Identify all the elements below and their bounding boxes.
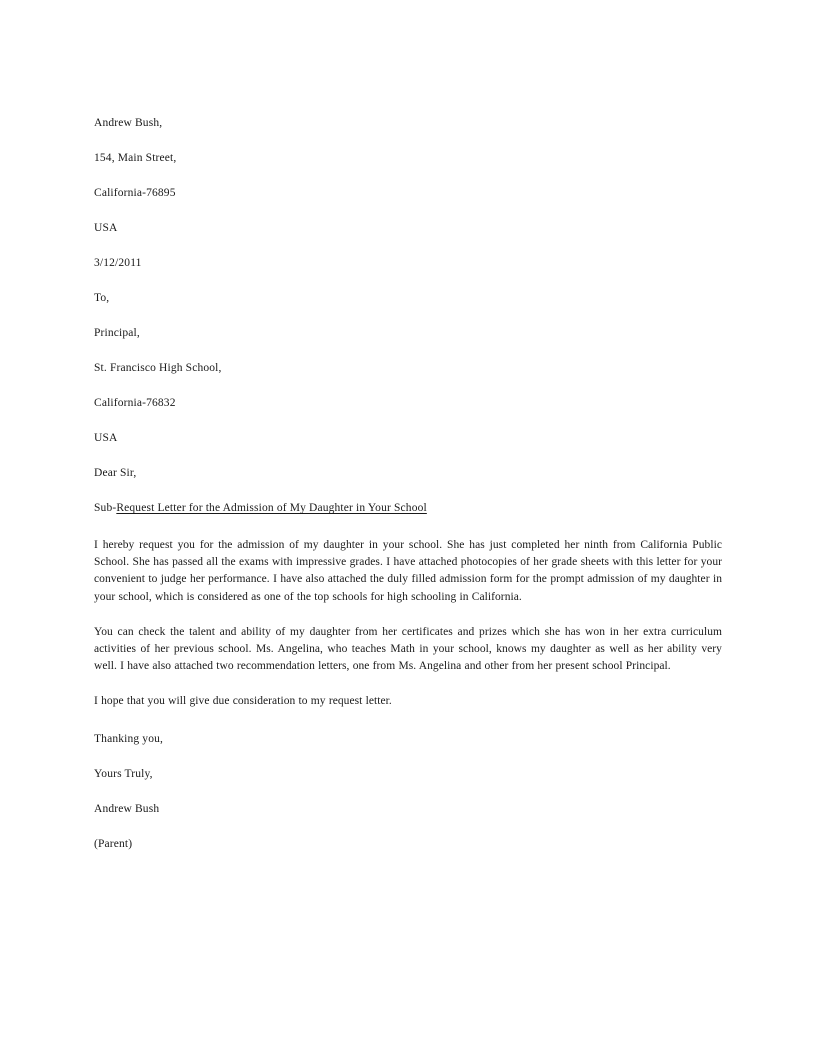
body-paragraph-3: I hope that you will give due consideration to my request letter. bbox=[94, 695, 392, 708]
sender-country: USA bbox=[94, 222, 118, 234]
recipient-title: Principal, bbox=[94, 327, 140, 339]
sender-city-zip: California-76895 bbox=[94, 187, 176, 199]
subject-prefix: Sub- bbox=[94, 502, 117, 514]
signature-role: (Parent) bbox=[94, 837, 133, 850]
sender-name: Andrew Bush, bbox=[94, 117, 163, 129]
letter-date: 3/12/2011 bbox=[94, 257, 142, 269]
letter-content bbox=[94, 117, 722, 873]
body-paragraph-1: I hereby request you for the admission of my daughter in your school. She has just completed her ninth from California Public School. She has passed all the exams with impressive grades. I have attached photocopies of her grade sheets with this letter for your convenient to judge her performance. I have also attached the duly filled admission form for the prompt admission of my daughter in your school, which is considered as one of the top schools for high schooling in California. bbox=[94, 539, 722, 603]
closing-thanks: Thanking you, bbox=[94, 732, 164, 745]
recipient-to-label: To, bbox=[94, 292, 110, 304]
body-paragraph-2: You can check the talent and ability of my daughter from her certificates and prizes which she has won in her extra curriculum activities of her previous school. Ms. Angelina, who teaches Math in your school, knows my daughter as well as her ability very well. I have also attached two recommendation letters, one from Ms. Angelina and other from her present school Principal. bbox=[94, 625, 722, 673]
recipient-city-zip: California-76832 bbox=[94, 397, 176, 409]
subject-line bbox=[94, 502, 722, 515]
recipient-country: USA bbox=[94, 432, 118, 444]
recipient-organization: St. Francisco High School, bbox=[94, 362, 222, 374]
signature-name: Andrew Bush bbox=[94, 802, 160, 815]
closing-valediction: Yours Truly, bbox=[94, 767, 153, 780]
subject-text: Request Letter for the Admission of My Daughter in Your School bbox=[116, 502, 427, 514]
sender-street: 154, Main Street, bbox=[94, 152, 177, 164]
salutation: Dear Sir, bbox=[94, 467, 137, 479]
